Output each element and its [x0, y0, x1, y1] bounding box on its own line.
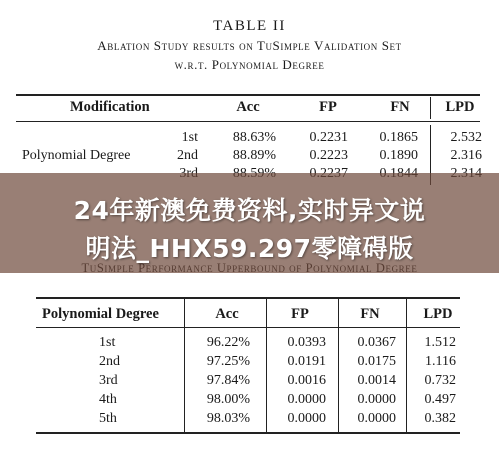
table2-header-degree: Polynomial Degree — [42, 306, 159, 322]
table1-row1-fn: 0.1865 — [379, 130, 418, 145]
table2-row1-lpd: 1.512 — [424, 335, 456, 350]
table2-top-rule — [36, 297, 460, 299]
table2-header-rule — [36, 327, 460, 328]
table2-row1-fn: 0.0367 — [357, 335, 396, 350]
table2-divider-fp — [338, 298, 339, 432]
table2-row1-fp: 0.0393 — [287, 335, 326, 350]
table2-row2-acc: 97.25% — [206, 354, 250, 369]
table2-divider-fn — [406, 298, 407, 432]
overlay-banner — [0, 173, 499, 273]
table2-header-fp: FP — [291, 306, 309, 322]
table2-row5-lpd: 0.382 — [424, 411, 456, 426]
table2-row4-fp: 0.0000 — [287, 392, 326, 407]
table1-header-modification: Modification — [70, 99, 150, 115]
table2-row2-degree: 2nd — [99, 354, 120, 369]
table2-row3-lpd: 0.732 — [424, 373, 456, 388]
table1-top-rule — [16, 94, 480, 96]
table-subtitle-line1: Ablation Study results on TuSimple Validation Set — [97, 38, 402, 53]
table1-row2-fp: 0.2223 — [309, 148, 348, 163]
table2-row3-fp: 0.0016 — [287, 373, 326, 388]
table1-header-fp: FP — [319, 99, 337, 115]
table2-row5-fp: 0.0000 — [287, 411, 326, 426]
table2-row1-acc: 96.22% — [206, 335, 250, 350]
table1-header-acc: Acc — [236, 99, 260, 115]
table1-row-group-label: Polynomial Degree — [22, 148, 131, 163]
table2-row2-fp: 0.0191 — [287, 354, 326, 369]
table2-row4-lpd: 0.497 — [424, 392, 456, 407]
table2-header-acc: Acc — [215, 306, 239, 322]
banner-text-line2: 明法_HHX59.297零障碍版 — [85, 234, 414, 263]
table2-row5-acc: 98.03% — [206, 411, 250, 426]
table1-row1-lpd: 2.532 — [450, 130, 482, 145]
table1-row1-fp: 0.2231 — [309, 130, 348, 145]
table-title: TABLE II — [213, 18, 286, 34]
table2-header-fn: FN — [360, 306, 380, 322]
table1-row2-acc: 88.89% — [232, 148, 276, 163]
table2-row3-acc: 97.84% — [206, 373, 250, 388]
table2-row5-fn: 0.0000 — [357, 411, 396, 426]
table2-row4-fn: 0.0000 — [357, 392, 396, 407]
table2-row5-degree: 5th — [99, 411, 117, 426]
table1-header-fn: FN — [390, 99, 410, 115]
table2-row2-fn: 0.0175 — [357, 354, 396, 369]
table-subtitle-line2: w.r.t. Polynomial Degree — [174, 57, 325, 72]
table1-header-divider — [430, 97, 431, 119]
table2-row2-lpd: 1.116 — [425, 354, 456, 369]
table2-row4-acc: 98.00% — [206, 392, 250, 407]
table1-row2-lpd: 2.316 — [450, 148, 482, 163]
banner-text-line1: 24年新澳免费资料,实时异文说 — [73, 196, 426, 225]
table1-header-lpd: LPD — [445, 99, 475, 115]
table2-header-lpd: LPD — [423, 306, 453, 322]
table2-row3-degree: 3rd — [99, 373, 118, 388]
table1-row1-acc: 88.63% — [232, 130, 276, 145]
table2-row3-fn: 0.0014 — [357, 373, 396, 388]
table1-row1-degree: 1st — [181, 130, 198, 145]
table2-bottom-rule — [36, 432, 460, 434]
table2-divider-acc — [266, 298, 267, 432]
table1-header-rule — [16, 121, 480, 122]
table1-row2-degree: 2nd — [177, 148, 198, 163]
table2-row1-degree: 1st — [99, 335, 116, 350]
table2-divider-degree — [184, 298, 185, 432]
table1-row2-fn: 0.1890 — [379, 148, 418, 163]
table2-row4-degree: 4th — [99, 392, 117, 407]
